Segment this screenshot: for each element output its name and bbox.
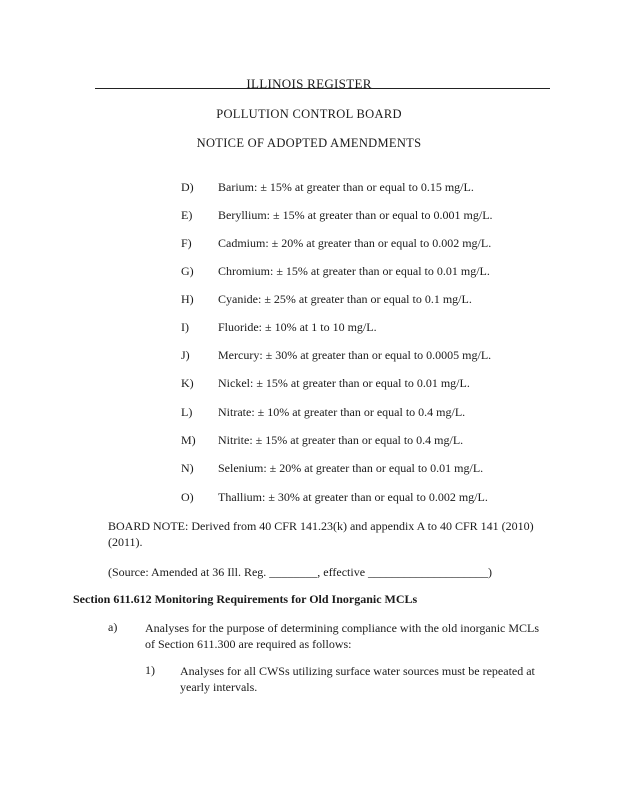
item-letter: E) bbox=[181, 208, 193, 222]
section-heading: Section 611.612 Monitoring Requirements for Old Inorganic MCLs bbox=[73, 592, 418, 606]
paragraph-text: Analyses for the purpose of determining compliance with the old inorganic MCLs of Section 611.300 are required as follows: bbox=[145, 621, 540, 651]
item-text: Mercury: ± 30% at greater than or equal to 0.0005 mg/L. bbox=[218, 348, 492, 362]
item-letter: L) bbox=[181, 405, 193, 419]
board-title: POLLUTION CONTROL BOARD bbox=[216, 107, 402, 121]
item-letter: D) bbox=[181, 180, 194, 194]
item-text: Beryllium: ± 15% at greater than or equal to 0.001 mg/L. bbox=[218, 208, 493, 222]
item-letter: I) bbox=[181, 320, 189, 334]
item-text: Nitrate: ± 10% at greater than or equal to 0.4 mg/L. bbox=[218, 405, 466, 419]
item-letter: F) bbox=[181, 236, 192, 250]
item-letter: N) bbox=[181, 461, 194, 475]
item-letter: G) bbox=[181, 264, 194, 278]
item-text: Barium: ± 15% at greater than or equal to 0.15 mg/L. bbox=[218, 180, 474, 194]
item-letter: K) bbox=[181, 376, 194, 390]
item-text: Fluoride: ± 10% at 1 to 10 mg/L. bbox=[218, 320, 377, 334]
item-text: Nitrite: ± 15% at greater than or equal to 0.4 mg/L. bbox=[218, 433, 464, 447]
item-letter: O) bbox=[181, 490, 194, 504]
item-text: Cadmium: ± 20% at greater than or equal to 0.002 mg/L. bbox=[218, 236, 492, 250]
item-text: Nickel: ± 15% at greater than or equal to 0.01 mg/L. bbox=[218, 376, 470, 390]
item-text: Cyanide: ± 25% at greater than or equal to 0.1 mg/L. bbox=[218, 292, 472, 306]
item-text: Chromium: ± 15% at greater than or equal to 0.01 mg/L. bbox=[218, 264, 490, 278]
notice-title: NOTICE OF ADOPTED AMENDMENTS bbox=[196, 136, 422, 150]
subparagraph-text: Analyses for all CWSs utilizing surface water sources must be repeated at yearly intervals. bbox=[180, 664, 535, 694]
subparagraph-number: 1) bbox=[145, 663, 155, 677]
board-note: BOARD NOTE: Derived from 40 CFR 141.23(k) and appendix A to 40 CFR 141 (2010) (2011). bbox=[108, 519, 534, 549]
header-rule bbox=[95, 88, 550, 89]
paragraph-letter: a) bbox=[108, 620, 118, 634]
item-text: Selenium: ± 20% at greater than or equal to 0.01 mg/L. bbox=[218, 461, 484, 475]
item-letter: J) bbox=[181, 348, 190, 362]
register-title: ILLINOIS REGISTER bbox=[246, 76, 372, 91]
item-letter: M) bbox=[181, 433, 196, 447]
item-text: Thallium: ± 30% at greater than or equal to 0.002 mg/L. bbox=[218, 490, 488, 504]
item-letter: H) bbox=[181, 292, 194, 306]
source-line: (Source: Amended at 36 Ill. Reg. ________, effective ____________________) bbox=[108, 565, 493, 579]
